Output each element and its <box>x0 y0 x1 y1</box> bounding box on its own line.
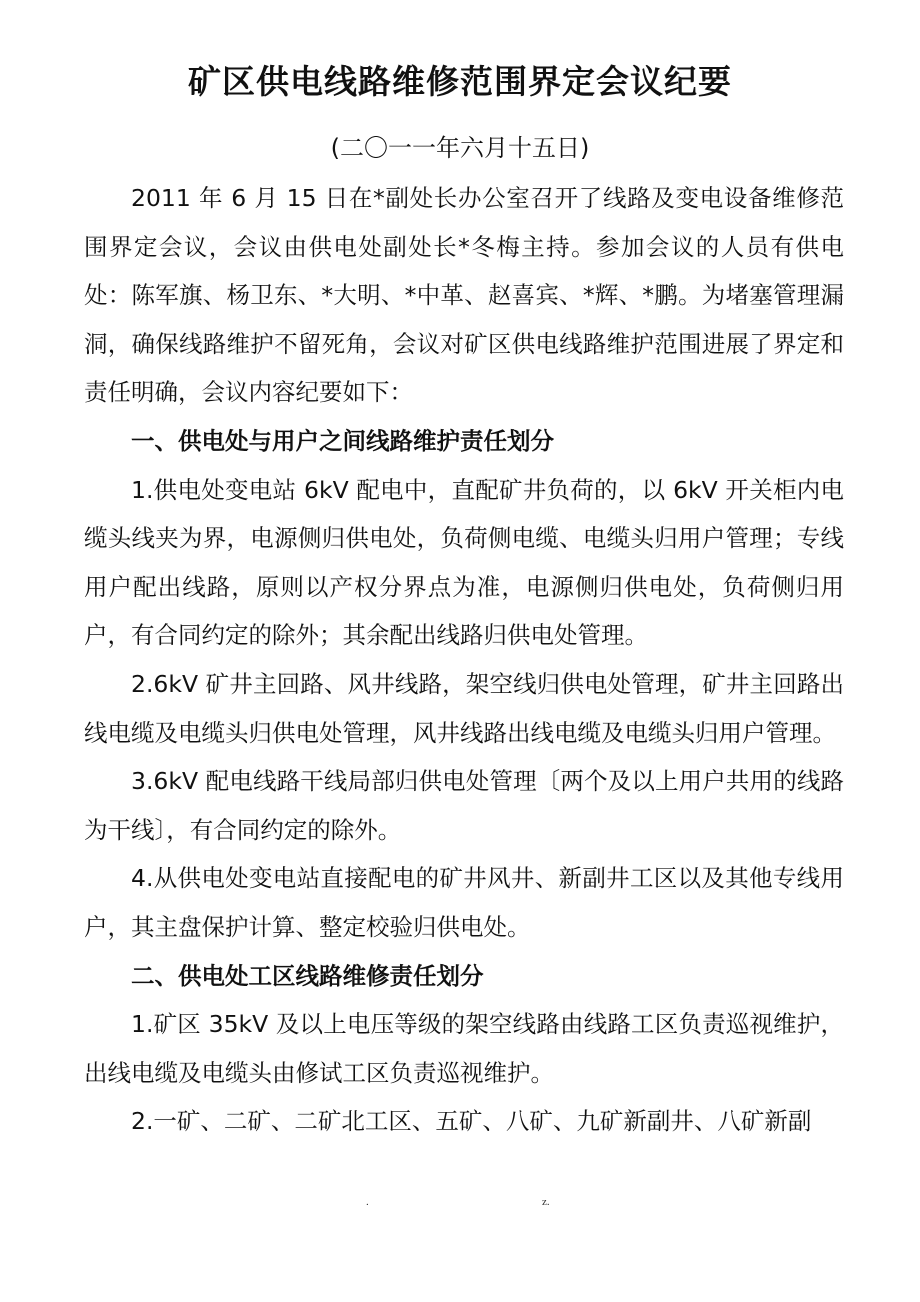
section-heading-1: 一、供电处与用户之间线路维护责任划分 <box>131 426 554 455</box>
footer-left-mark: . <box>366 1196 369 1208</box>
page-footer <box>0 1196 920 1216</box>
paragraph-item-1-4: 4.从供电处变电站直接配电的矿井风井、新副井工区以及其他专线用户，其主盘保护计算、整定校验归供电处。 <box>84 864 844 941</box>
paragraph-item-1-1: 1.供电处变电站 6kV 配电中，直配矿井负荷的，以 6kV 开关柜内电缆头线夹为界，电源侧归供电处，负荷侧电缆、电缆头归用户管理；专线用户配出线路，原则以产权分界点为准，电源侧归供电处，负荷侧归用户，有合同约定的除外；其余配出线路归供电处管理。 <box>84 475 844 650</box>
footer-right-mark: z. <box>542 1196 550 1208</box>
paragraph-item-2-2: 2.一矿、二矿、二矿北工区、五矿、八矿、九矿新副井、八矿新副 <box>131 1107 812 1136</box>
paragraph-item-1-3: 3.6kV 配电线路干线局部归供电处管理〔两个及以上用户共用的线路为干线〕，有合同约定的除外。 <box>84 767 844 844</box>
section-heading-2: 二、供电处工区线路维修责任划分 <box>131 961 484 990</box>
document-date: (二〇一一年六月十五日) <box>330 134 590 162</box>
paragraph-item-2-1: 1.矿区 35kV 及以上电压等级的架空线路由线路工区负责巡视维护，出线电缆及电缆头由修试工区负责巡视维护。 <box>84 1010 844 1087</box>
document-body <box>84 174 844 1146</box>
paragraph-item-1-2: 2.6kV 矿井主回路、风井线路，架空线归供电处管理，矿井主回路出线电缆及电缆头归供电处管理，风井线路出线电缆及电缆头归用户管理。 <box>84 669 844 747</box>
document-title: 矿区供电线路维修范围界定会议纪要 <box>188 62 732 101</box>
intro-paragraph: 2011 年 6 月 15 日在*副处长办公室召开了线路及变电设备维修范围界定会议，会议由供电处副处长*冬梅主持。参加会议的人员有供电处：陈军旗、杨卫东、*大明、*中革、赵喜宾、*辉、*鹏。为堵塞管理漏洞，确保线路维护不留死角，会议对矿区供电线路维护范围进展了界定和责任明确，会议内容纪要如下： <box>84 184 844 407</box>
